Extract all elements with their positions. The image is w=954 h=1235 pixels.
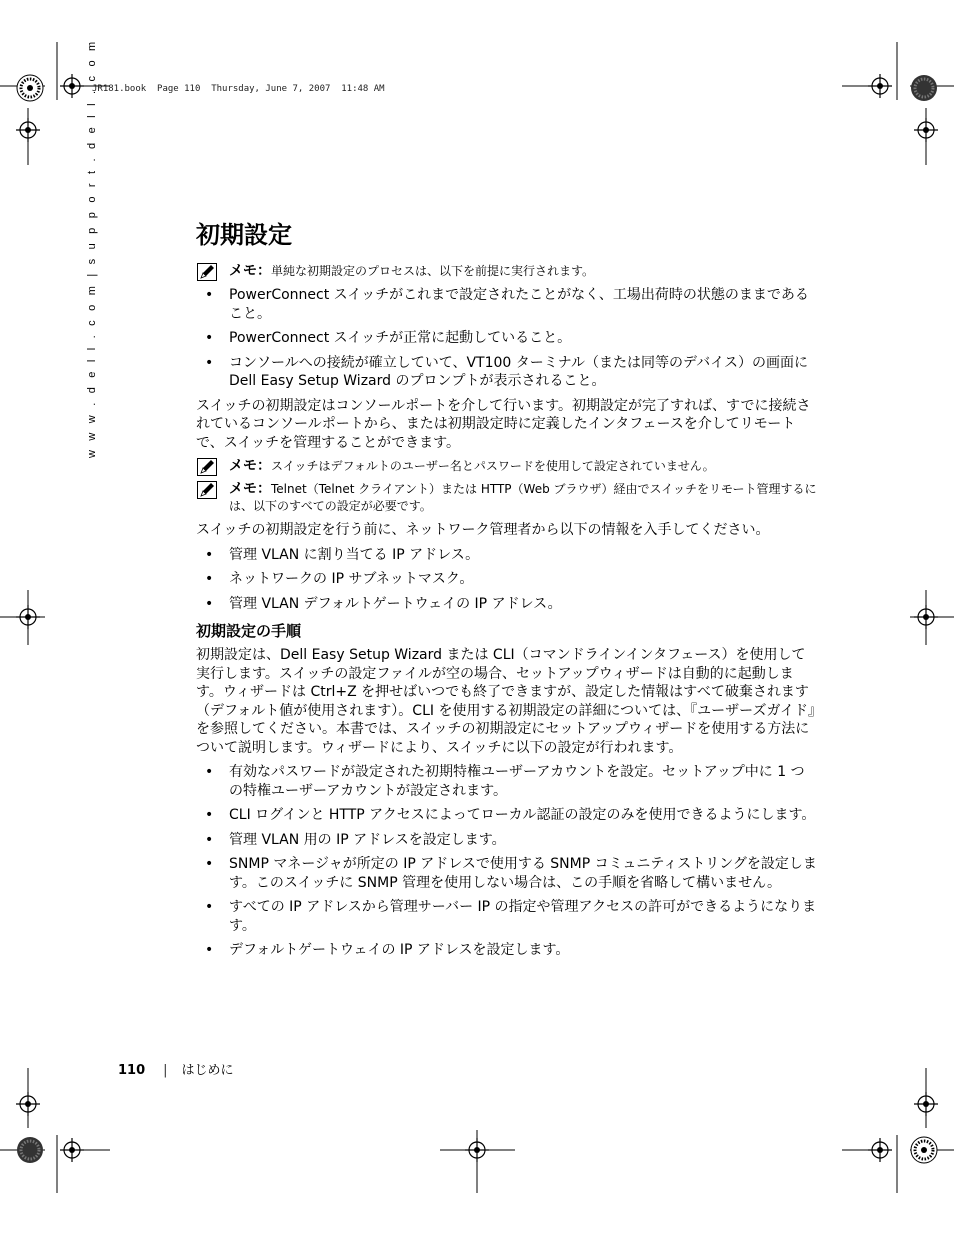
prerequisites-list (196, 286, 818, 391)
note-label: メモ： (229, 263, 271, 279)
bullet: • (205, 764, 214, 780)
list-item: • 管理 VLAN 用の IP アドレスを設定します。 (205, 831, 506, 848)
list-item: • すべての IP アドレスから管理サーバー IP の指定や管理アクセスの許可ができるようになります。 (205, 899, 817, 934)
page-content (196, 218, 818, 966)
note-label: メモ： (229, 458, 271, 474)
list-item: • デフォルトゲートウェイの IP アドレスを設定します。 (205, 942, 570, 958)
list-item: • SNMP マネージャが所定の IP アドレスで使用する SNMP コミュニティストリングを設定します。このスイッチに SNMP 管理を使用しない場合は、この手順を省略して構いません。 (205, 856, 817, 891)
page-footer (118, 1062, 234, 1080)
bullet: • (205, 856, 214, 872)
bullet: • (205, 807, 214, 823)
note-text: 単純な初期設定のプロセスは、以下を前提に実行されます。 (271, 264, 595, 278)
required-info-list (196, 546, 818, 614)
note-label: メモ： (229, 481, 271, 497)
side-website-url: w w w . d e l l . c o m | s u p p o r t . d e l l . c o m (86, 38, 98, 458)
footer-section-name: はじめに (181, 1063, 234, 1078)
bullet: • (205, 899, 214, 915)
page-title: 初期設定 (196, 221, 292, 249)
note-pencil-icon (197, 458, 217, 476)
list-item: • 管理 VLAN に割り当てる IP アドレス。 (205, 546, 480, 563)
bullet: • (205, 546, 214, 563)
paragraph-initial-setup: スイッチの初期設定はコンソールポートを介して行います。初期設定が完了すれば、すでに接続されているコンソールポートから、または初期設定時に定義したインタフェースを介してリモートで、スイッチを管理することができます。 (196, 397, 811, 451)
list-item: • 管理 VLAN デフォルトゲートウェイの IP アドレス。 (205, 595, 562, 612)
bullet: • (205, 354, 214, 371)
bullet: • (205, 942, 214, 958)
note-text: スイッチはデフォルトのユーザー名とパスワードを使用して設定されていません。 (271, 459, 715, 473)
list-item: • コンソールへの接続が確立していて、VT100 ターミナル（または同等のデバイス）の画面に Dell Easy Setup Wizard のプロンプトが表示されること。 (205, 354, 809, 389)
print-header: JR181.book Page 110 Thursday, June 7, 2007 11:48 AM (92, 84, 385, 94)
note-text: Telnet（Telnet クライアント）または HTTP（Web ブラウザ）経由でスイッチをリモート管理するには、以下のすべての設定が必要です。 (229, 482, 817, 513)
list-item: • CLI ログインと HTTP アクセスによってローカル認証の設定のみを使用できるようにします。 (205, 807, 816, 823)
footer-separator: | (163, 1063, 168, 1078)
bullet: • (205, 595, 214, 612)
page-number: 110 (118, 1063, 146, 1078)
list-item: • PowerConnect スイッチがこれまで設定されたことがなく、工場出荷時の状態のままであること。 (205, 287, 809, 322)
bullet: • (205, 330, 214, 346)
bullet: • (205, 831, 214, 848)
list-item: • 有効なパスワードが設定された初期特権ユーザーアカウントを設定。セットアップ中に 1 つの特権ユーザーアカウントが設定されます。 (205, 764, 805, 799)
wizard-settings-list (196, 763, 818, 960)
list-item: • PowerConnect スイッチが正常に起動していること。 (205, 330, 572, 346)
note-pencil-icon (197, 481, 217, 499)
note-2 (196, 458, 818, 475)
list-item: • ネットワークの IP サブネットマスク。 (205, 571, 474, 587)
section-title: 初期設定の手順 (196, 622, 302, 640)
bullet: • (205, 287, 214, 303)
bullet: • (205, 571, 214, 587)
paragraph-required-info: スイッチの初期設定を行う前に、ネットワーク管理者から以下の情報を入手してください。 (196, 522, 770, 538)
note-1 (196, 263, 818, 280)
paragraph-procedure: 初期設定は、Dell Easy Setup Wizard または CLI（コマンドラインインタフェース）を使用して実行します。スイッチの設定ファイルが空の場合、セットアップウィザードは自動的に起動します。ウィザードは Ctrl+Z を押せばいつでも終了できますが、設定した情報はすべて破棄されます（デフォルト値が使用されます）。CLI を使用する初期設定の詳細については、『ユーザーズガイド』を参照してください。本書では、スイッチの初期設定にセットアップウィザードを使用する方法について説明します。ウィザードにより、スイッチに以下の設定が行われます。 (196, 647, 816, 756)
note-pencil-icon (197, 263, 217, 281)
note-3 (196, 481, 818, 515)
